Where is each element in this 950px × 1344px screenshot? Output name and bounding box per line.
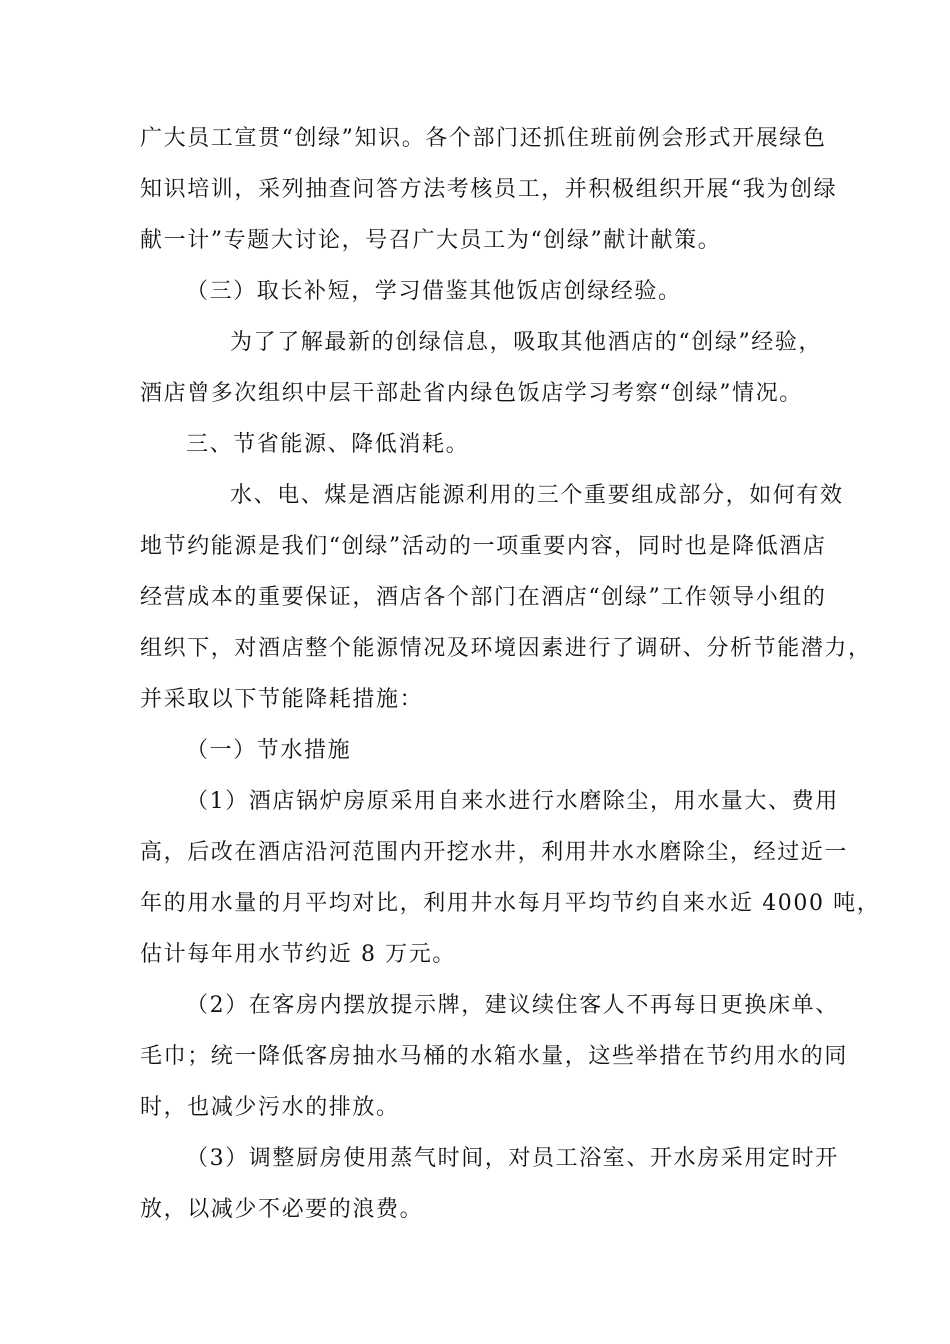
- section-heading: （一）节水措施: [186, 738, 352, 763]
- paragraph-line: 年的用水量的月平均对比，利用井水每月平均节约自来水近 4000 吨，: [140, 891, 881, 916]
- paragraph-line: （1）酒店锅炉房原采用自来水进行水磨除尘，用水量大、费用: [186, 789, 839, 814]
- paragraph-line: 组织下，对酒店整个能源情况及环境因素进行了调研、分析节能潜力，: [140, 636, 872, 661]
- paragraph-line: 毛巾；统一降低客房抽水马桶的水箱水量，这些举措在节约用水的同: [140, 1044, 849, 1069]
- paragraph-line: 高，后改在酒店沿河范围内开挖水井，利用井水水磨除尘，经过近一: [140, 840, 849, 865]
- section-heading: 三、节省能源、降低消耗。: [186, 432, 470, 457]
- paragraph-line: 为了了解最新的创绿信息，吸取其他酒店的“创绿”经验，: [230, 330, 823, 355]
- paragraph-line: （3）调整厨房使用蒸气时间，对员工浴室、开水房采用定时开: [186, 1146, 839, 1171]
- paragraph-line: 酒店曾多次组织中层干部赴省内绿色饭店学习考察“创绿”情况。: [140, 381, 803, 406]
- paragraph-line: 广大员工宣贯“创绿”知识。各个部门还抓住班前例会形式开展绿色: [140, 126, 827, 151]
- paragraph-line: 经营成本的重要保证，酒店各个部门在酒店“创绿”工作领导小组的: [140, 585, 827, 610]
- paragraph-line: 时，也减少污水的排放。: [140, 1095, 400, 1120]
- paragraph-line: 水、电、煤是酒店能源利用的三个重要组成部分，如何有效: [230, 483, 844, 508]
- paragraph-line: （2）在客房内摆放提示牌，建议续住客人不再每日更换床单、: [186, 993, 839, 1018]
- paragraph-line: 并采取以下节能降耗措施：: [140, 687, 424, 712]
- section-heading: （三）取长补短，学习借鉴其他饭店创绿经验。: [186, 279, 682, 304]
- paragraph-line: 献一计”专题大讨论，号召广大员工为“创绿”献计献策。: [140, 228, 722, 253]
- paragraph-line: 估计每年用水节约近 8 万元。: [140, 942, 456, 967]
- paragraph-line: 地节约能源是我们“创绿”活动的一项重要内容，同时也是降低酒店: [140, 534, 827, 559]
- paragraph-line: 放，以减少不必要的浪费。: [140, 1197, 424, 1222]
- paragraph-line: 知识培训，采列抽查问答方法考核员工，并积极组织开展“我为创绿: [140, 177, 838, 202]
